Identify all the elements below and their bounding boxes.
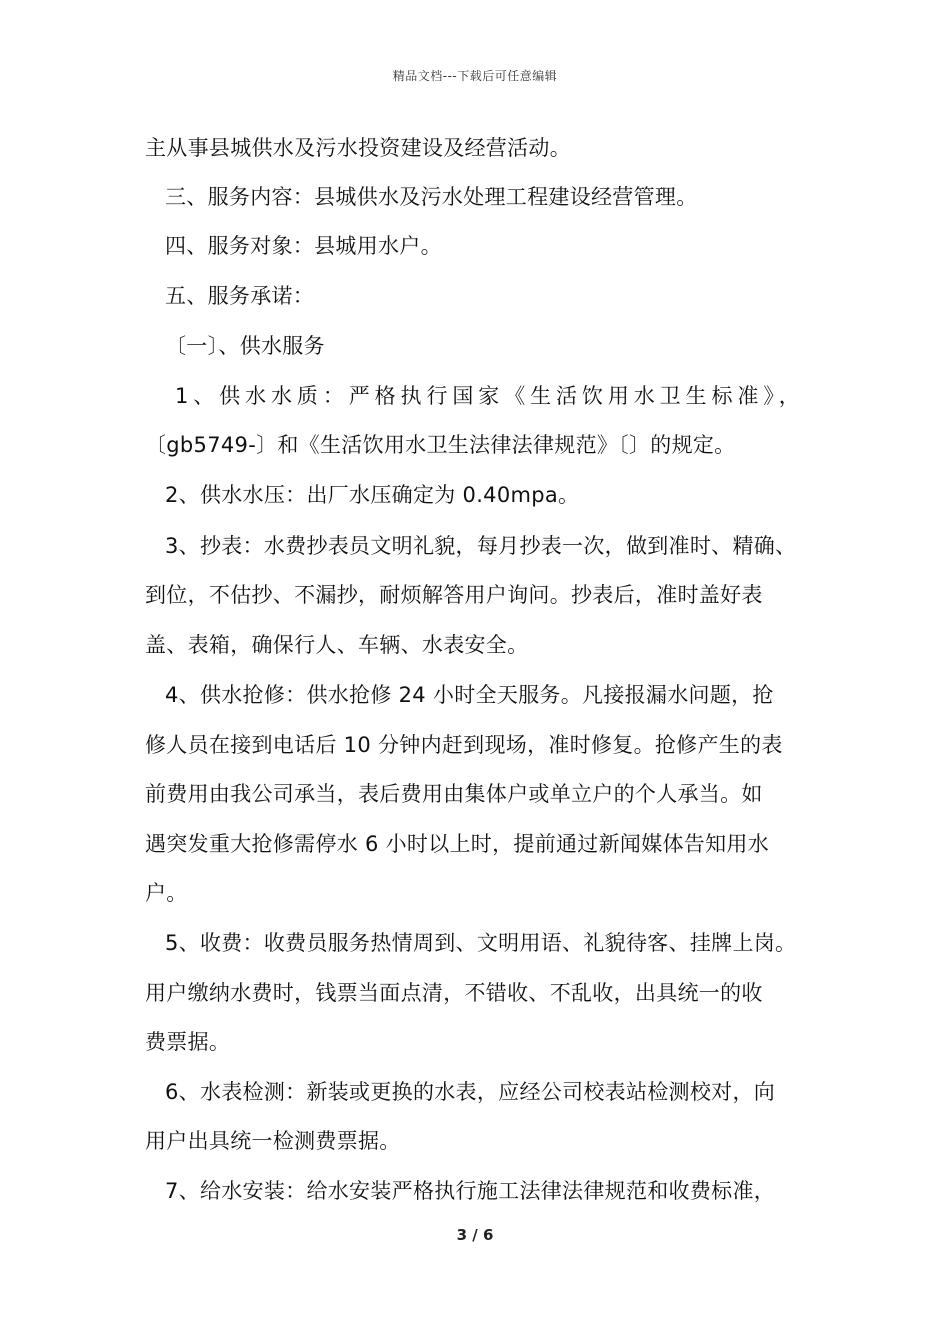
text-line: 2、供水水压：出厂水压确定为 0.40mpa。 (165, 483, 580, 507)
text-line: 〔一〕、供水服务 (165, 334, 325, 358)
text-line: 〔gb5749-〕和《生活饮用水卫生法律法律规范》〔〕的规定。 (145, 433, 736, 457)
text-line: 1、供水水质：严格执行国家《生活饮用水卫生标准》， (175, 384, 800, 408)
text-line: 三、服务内容：县城供水及污水处理工程建设经营管理。 (165, 185, 698, 209)
text-line: 五、服务承诺： (165, 284, 315, 308)
text-line: 用户出具统一检测费票据。 (145, 1129, 401, 1153)
text-line: 4、供水抢修：供水抢修 24 小时全天服务。凡接报漏水问题，抢 (165, 683, 774, 707)
text-line: 主从事县城供水及污水投资建设及经营活动。 (145, 136, 571, 160)
text-line: 盖、表箱，确保行人、车辆、水表安全。 (145, 633, 529, 657)
text-line: 到位，不估抄、不漏抄，耐烦解答用户询问。抄表后，准时盖好表 (145, 583, 763, 607)
text-line: 费票据。 (145, 1030, 231, 1054)
text-line: 3、抄表：水费抄表员文明礼貌，每月抄表一次，做到准时、精确、 (165, 534, 797, 558)
text-line: 6、水表检测：新装或更换的水表，应经公司校表站检测校对，向 (165, 1080, 776, 1104)
text-line: 用户缴纳水费时，钱票当面点清，不错收、不乱收，出具统一的收 (145, 981, 763, 1005)
text-line: 前费用由我公司承当，表后费用由集体户或单立户的个人承当。如 (145, 782, 763, 806)
page-number: 3 / 6 (456, 1226, 494, 1244)
text-line: 修人员在接到电话后 10 分钟内赶到现场，准时修复。抢修产生的表 (145, 733, 783, 757)
text-line: 遇突发重大抢修需停水 6 小时以上时，提前通过新闻媒体告知用水 (145, 832, 770, 856)
text-line: 5、收费：收费员服务热情周到、文明用语、礼貌待客、挂牌上岗。 (165, 931, 797, 955)
text-line: 四、服务对象：县城用水户。 (165, 234, 442, 258)
text-line: 户。 (145, 881, 188, 905)
page-header: 精品文档---下载后可任意编辑 (392, 69, 558, 83)
text-line: 7、给水安装：给水安装严格执行施工法律法律规范和收费标准， (165, 1179, 776, 1203)
